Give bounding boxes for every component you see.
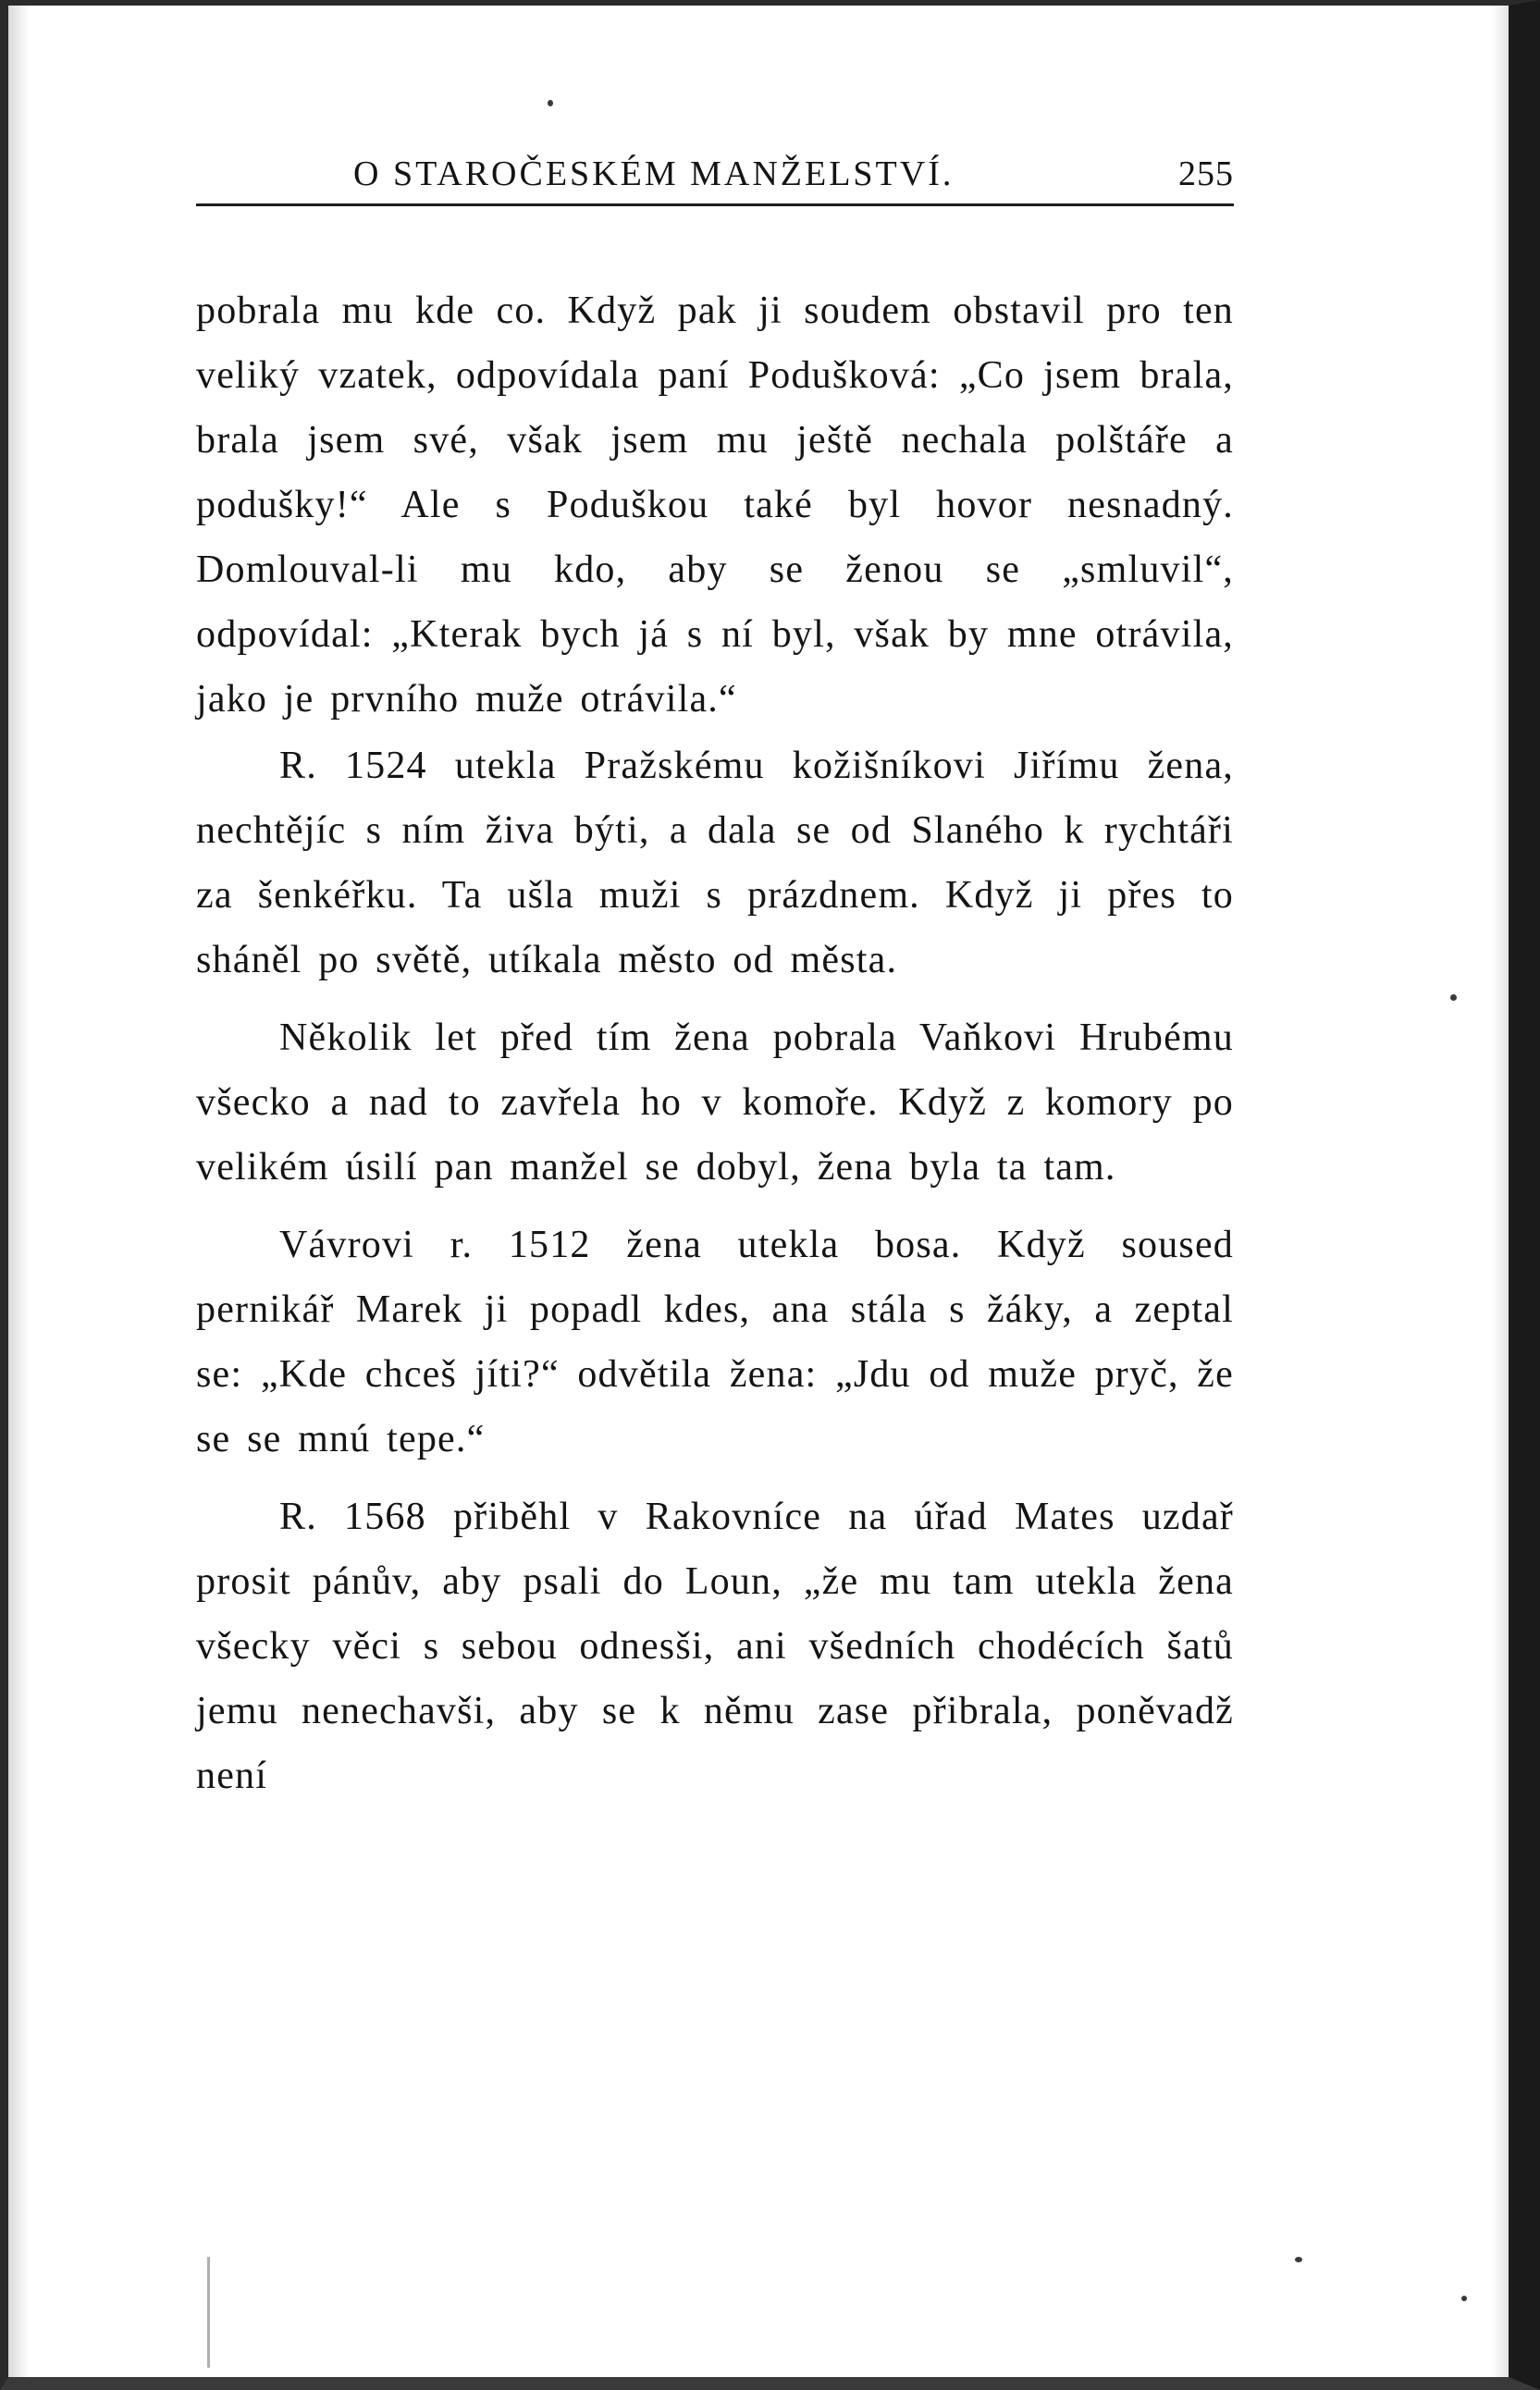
paragraph: Vávrovi r. 1512 žena utekla bosa. Když soused pernikář Marek ji popadl kdes, ana stála s žáky, a zeptal se: „Kde chceš jíti?“ odvětila žena: „Jdu od muže pryč, že se se mnú tepe.“: [196, 1224, 1234, 1460]
dust-speck: [1461, 2296, 1467, 2301]
spine-shadow: [8, 6, 29, 2377]
paragraph: R. 1524 utekla Pražskému kožišníkovi Jiřímu žena, nechtějíc s ním živa býti, a dala se od Slaného k rychtáři za šenkéřku. Ta ušla muži s prázdnem. Když ji přes to sháněl po světě, utíkala město od města.: [196, 745, 1234, 981]
dust-speck: [1295, 2257, 1302, 2262]
dust-speck: [207, 2257, 210, 2368]
page-edge-shadow: [1492, 6, 1509, 2377]
paragraph: Několik let před tím žena pobrala Vaňkovi Hrubému všecko a nad to zavřela ho v komoře. Když z komory po velikém úsilí pan manžel se dobyl, žena byla ta tam.: [196, 1016, 1234, 1189]
dust-speck: [548, 100, 553, 106]
running-head: [196, 148, 1234, 206]
dust-speck: [1450, 994, 1457, 1001]
paragraph-continued: pobrala mu kde co. Když pak ji soudem obstavil pro ten veliký vzatek, odpovídala paní Podušková: „Co jsem brala, brala jsem své, však jsem mu ještě nechala polštáře a podušky!“ Ale s Poduškou také byl hovor nesnadný. Domlouval-li mu kdo, aby se ženou se „smluvil“, odpovídal: „Kterak bych já s ní byl, však by mne otrávila, jako je prvního muže otrávila.“: [196, 290, 1234, 721]
paragraph: R. 1568 přiběhl v Rakovníce na úřad Mates uzdař prosit pánův, aby psali do Loun, „že mu tam utekla žena všecky věci s sebou odnesši, ani všedních chodécích šatů jemu nenechavši, aby se k němu zase přibrala, poněvadž není: [196, 1496, 1234, 1797]
page-number: 255: [1178, 154, 1234, 193]
book-page: [196, 148, 1234, 1808]
running-title: O STAROČESKÉM MANŽELSTVÍ.: [353, 154, 955, 193]
body-text: [196, 278, 1234, 1808]
